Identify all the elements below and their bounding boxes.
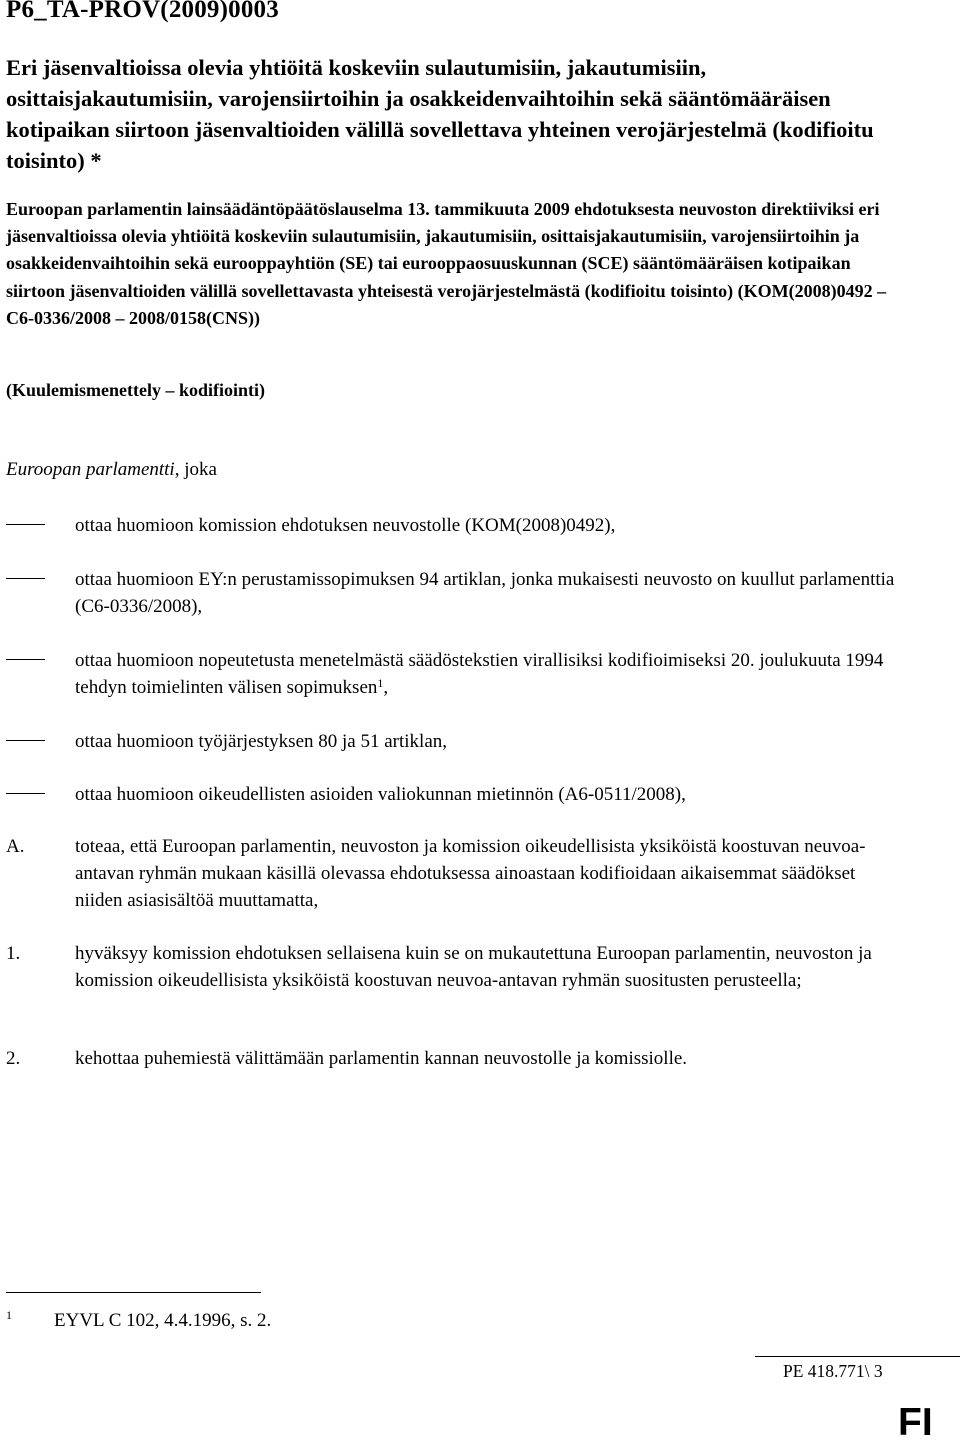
citation-item: [6, 566, 906, 620]
citation-item: [6, 647, 906, 701]
operative-text: hyväksyy komission ehdotuksen sellaisena kuin se on mukautettuna Euroopan parlamentin, neuvoston ja komission oikeudellisista yksiköistä koostuvan neuvoa-antavan ryhmän suositusten perusteella;: [75, 943, 872, 991]
citation-text: ottaa huomioon oikeudellisten asioiden valiokunnan mietinnön (A6-0511/2008),: [75, 784, 686, 805]
resolution-heading: Euroopan parlamentin lainsäädäntöpäätöslauselma 13. tammikuuta 2009 ehdotuksesta neuvoston direktiiviksi eri jäsenvaltioissa olevia yhtiöitä koskeviin sulautumisiin, jakautumisiin, osittaisjakautumisiin, varojensiirtoihin ja osakkeidenvaihtoihin sekä eurooppayhtiön (SE) tai eurooppaosuuskunnan (SCE) sääntömääräisen kotipaikan siirtoon jäsenvaltioiden välillä sovellettavasta yhteisestä verojärjestelmästä (kodifioitu toisinto) (KOM(2008)0492 – C6-0336/2008 – 2008/0158(CNS)): [6, 199, 887, 328]
citation-text: ottaa huomioon komission ehdotuksen neuvostolle (KOM(2008)0492),: [75, 515, 616, 536]
operative-item: [6, 1045, 906, 1072]
dash-bullet-icon: [6, 524, 45, 526]
operative-item: [6, 940, 906, 994]
footnote-text: EYVL C 102, 4.4.1996, s. 2.: [54, 1310, 272, 1331]
citation-item: [6, 728, 906, 755]
intro-subject: Euroopan parlamentti: [6, 459, 175, 480]
procedure-label: (Kuulemismenettely – kodifiointi): [6, 380, 265, 400]
footer-rule: [755, 1356, 960, 1357]
citation-text-wrap: [75, 647, 906, 701]
recital-text: toteaa, että Euroopan parlamentin, neuvoston ja komission oikeudellisista yksiköistä koostuvan neuvoa-antavan ryhmän mukaan käsillä olevassa ehdotuksessa ainoastaan kodifioidaan aikaisemmat säädökset niiden asiasisältöä muuttamatta,: [75, 836, 866, 911]
citation-item: [6, 781, 906, 808]
citation-item: [6, 512, 906, 539]
document-title: Eri jäsenvaltioissa olevia yhtiöitä koskeviin sulautumisiin, jakautumisiin, osittaisjakautumisiin, varojensiirtoihin ja osakkeidenvaihtoihin sekä sääntömääräisen kotipaikan siirtoon jäsenvaltioiden välillä sovellettava yhteinen verojärjestelmä (kodifioitu toisinto) *: [6, 55, 874, 173]
document-id: P6_TA-PROV(2009)0003: [6, 0, 279, 23]
dash-bullet-icon: [6, 659, 45, 661]
citation-text: ottaa huomioon nopeutetusta menetelmästä säädöstekstien virallisiksi kodifioimiseksi 20. joulukuuta 1994 tehdyn toimielinten välisen sopimuksen: [75, 650, 884, 698]
operative-marker: 2.: [6, 1048, 21, 1069]
footnote-number: 1: [6, 1308, 12, 1322]
intro-line: [6, 459, 217, 481]
recital-marker: A.: [6, 836, 25, 857]
intro-rest: , joka: [174, 459, 217, 480]
dash-bullet-icon: [6, 740, 45, 742]
pe-reference: PE 418.771\ 3: [783, 1361, 883, 1381]
citation-text: ottaa huomioon EY:n perustamissopimuksen 94 artiklan, jonka mukaisesti neuvosto on kuullut parlamenttia (C6-0336/2008),: [75, 569, 895, 617]
footnote-separator: [6, 1292, 261, 1293]
language-code: FI: [898, 1401, 933, 1444]
footnote-ref: 1: [377, 676, 384, 690]
dash-bullet-icon: [6, 578, 45, 580]
recital-item: [6, 833, 906, 914]
operative-marker: 1.: [6, 943, 21, 964]
operative-text: kehottaa puhemiestä välittämään parlamentin kannan neuvostolle ja komissiolle.: [75, 1048, 688, 1069]
dash-bullet-icon: [6, 793, 45, 795]
citation-text: ottaa huomioon työjärjestyksen 80 ja 51 artiklan,: [75, 731, 448, 752]
citation-text-end: ,: [383, 677, 389, 698]
